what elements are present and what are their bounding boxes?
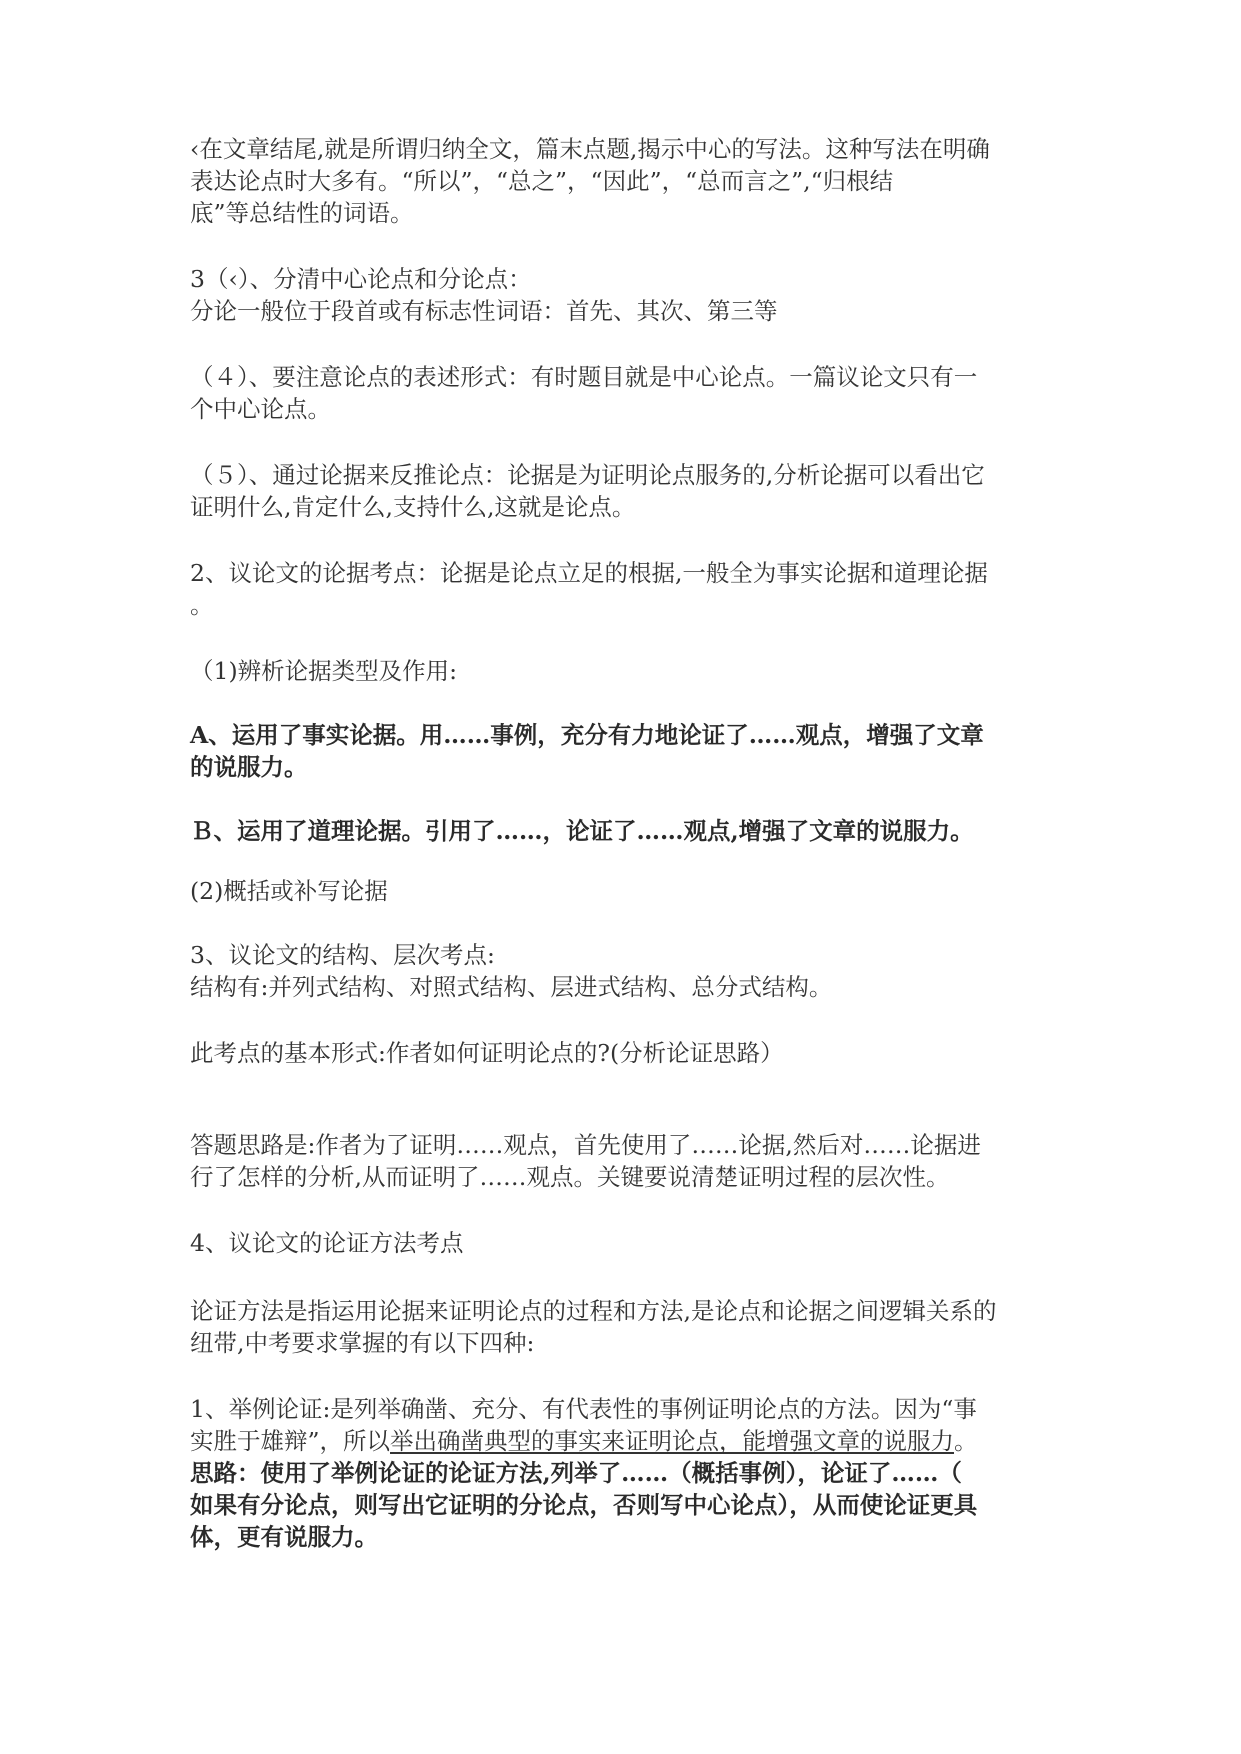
bold-text-line: A、运用了事实论据。用……事例，充分有力地论证了……观点，增强了文章 [190, 721, 984, 749]
text-line: 结构有:并列式结构、对照式结构、层进式结构、总分式结构。 [190, 973, 833, 1001]
text-line: 个中心论点。 [190, 395, 331, 423]
bold-text-line: 如果有分论点，则写出它证明的分论点，否则写中心论点），从而使论证更具 [190, 1491, 978, 1519]
text-line: 论证方法是指运用论据来证明论点的过程和方法,是论点和论据之间逻辑关系的 [190, 1297, 997, 1325]
text-line: （４）、要注意论点的表述形式：有时题目就是中心论点。一篇议论文只有一 [190, 363, 978, 391]
text-span: 实胜于雄辩”，所以 [190, 1427, 391, 1455]
text-line: ‹在文章结尾,就是所谓归纳全文，篇末点题,揭示中心的写法。这种写法在明确 [190, 135, 990, 163]
bold-text-line: Ｂ、运用了道理论据。引用了……，论证了……观点,增强了文章的说服力。 [190, 817, 974, 845]
section-heading: 4、议论文的论证方法考点 [190, 1229, 464, 1257]
text-line: 此考点的基本形式:作者如何证明论点的?(分析论证思路） [190, 1039, 784, 1067]
text-line: 。 [190, 591, 214, 619]
text-line: 表达论点时大多有。“所以”，“总之”，“因此”，“总而言之”,“归根结 [190, 167, 894, 195]
bold-text-line: 思路：使用了举例论证的论证方法,列举了……（概括事例），论证了……（ [190, 1459, 962, 1487]
subheading: (2)概括或补写论据 [190, 877, 388, 905]
text-line: 答题思路是:作者为了证明……观点，首先使用了……论据,然后对……论据进 [190, 1131, 981, 1159]
text-span: 。 [954, 1427, 978, 1455]
bold-text-line: 的说服力。 [190, 753, 308, 781]
text-line: 分论一般位于段首或有标志性词语：首先、其次、第三等 [190, 297, 778, 325]
text-line: 2、议论文的论据考点：论据是论点立足的根据,一般全为事实论据和道理论据 [190, 559, 988, 587]
text-line: 3、议论文的结构、层次考点: [190, 941, 495, 969]
text-line: 底”等总结性的词语。 [190, 199, 414, 227]
bold-text-line: 体，更有说服力。 [190, 1523, 378, 1551]
text-line: 1、举例论证:是列举确凿、充分、有代表性的事例证明论点的方法。因为“事 [190, 1395, 977, 1423]
text-line: 纽带,中考要求掌握的有以下四种: [190, 1329, 535, 1357]
subheading: （1)辨析论据类型及作用: [190, 657, 458, 685]
underlined-text: 举出确凿典型的事实来证明论点，能增强文章的说服力 [390, 1427, 955, 1455]
text-line: 行了怎样的分析,从而证明了……观点。关键要说清楚证明过程的层次性。 [190, 1163, 950, 1191]
text-line: 证明什么,肯定什么,支持什么,这就是论点。 [190, 493, 636, 521]
text-line: 3（‹）、分清中心论点和分论点： [190, 265, 532, 293]
text-line: （５）、通过论据来反推论点：论据是为证明论点服务的,分析论据可以看出它 [190, 461, 985, 489]
text-line [190, 1424, 978, 1458]
